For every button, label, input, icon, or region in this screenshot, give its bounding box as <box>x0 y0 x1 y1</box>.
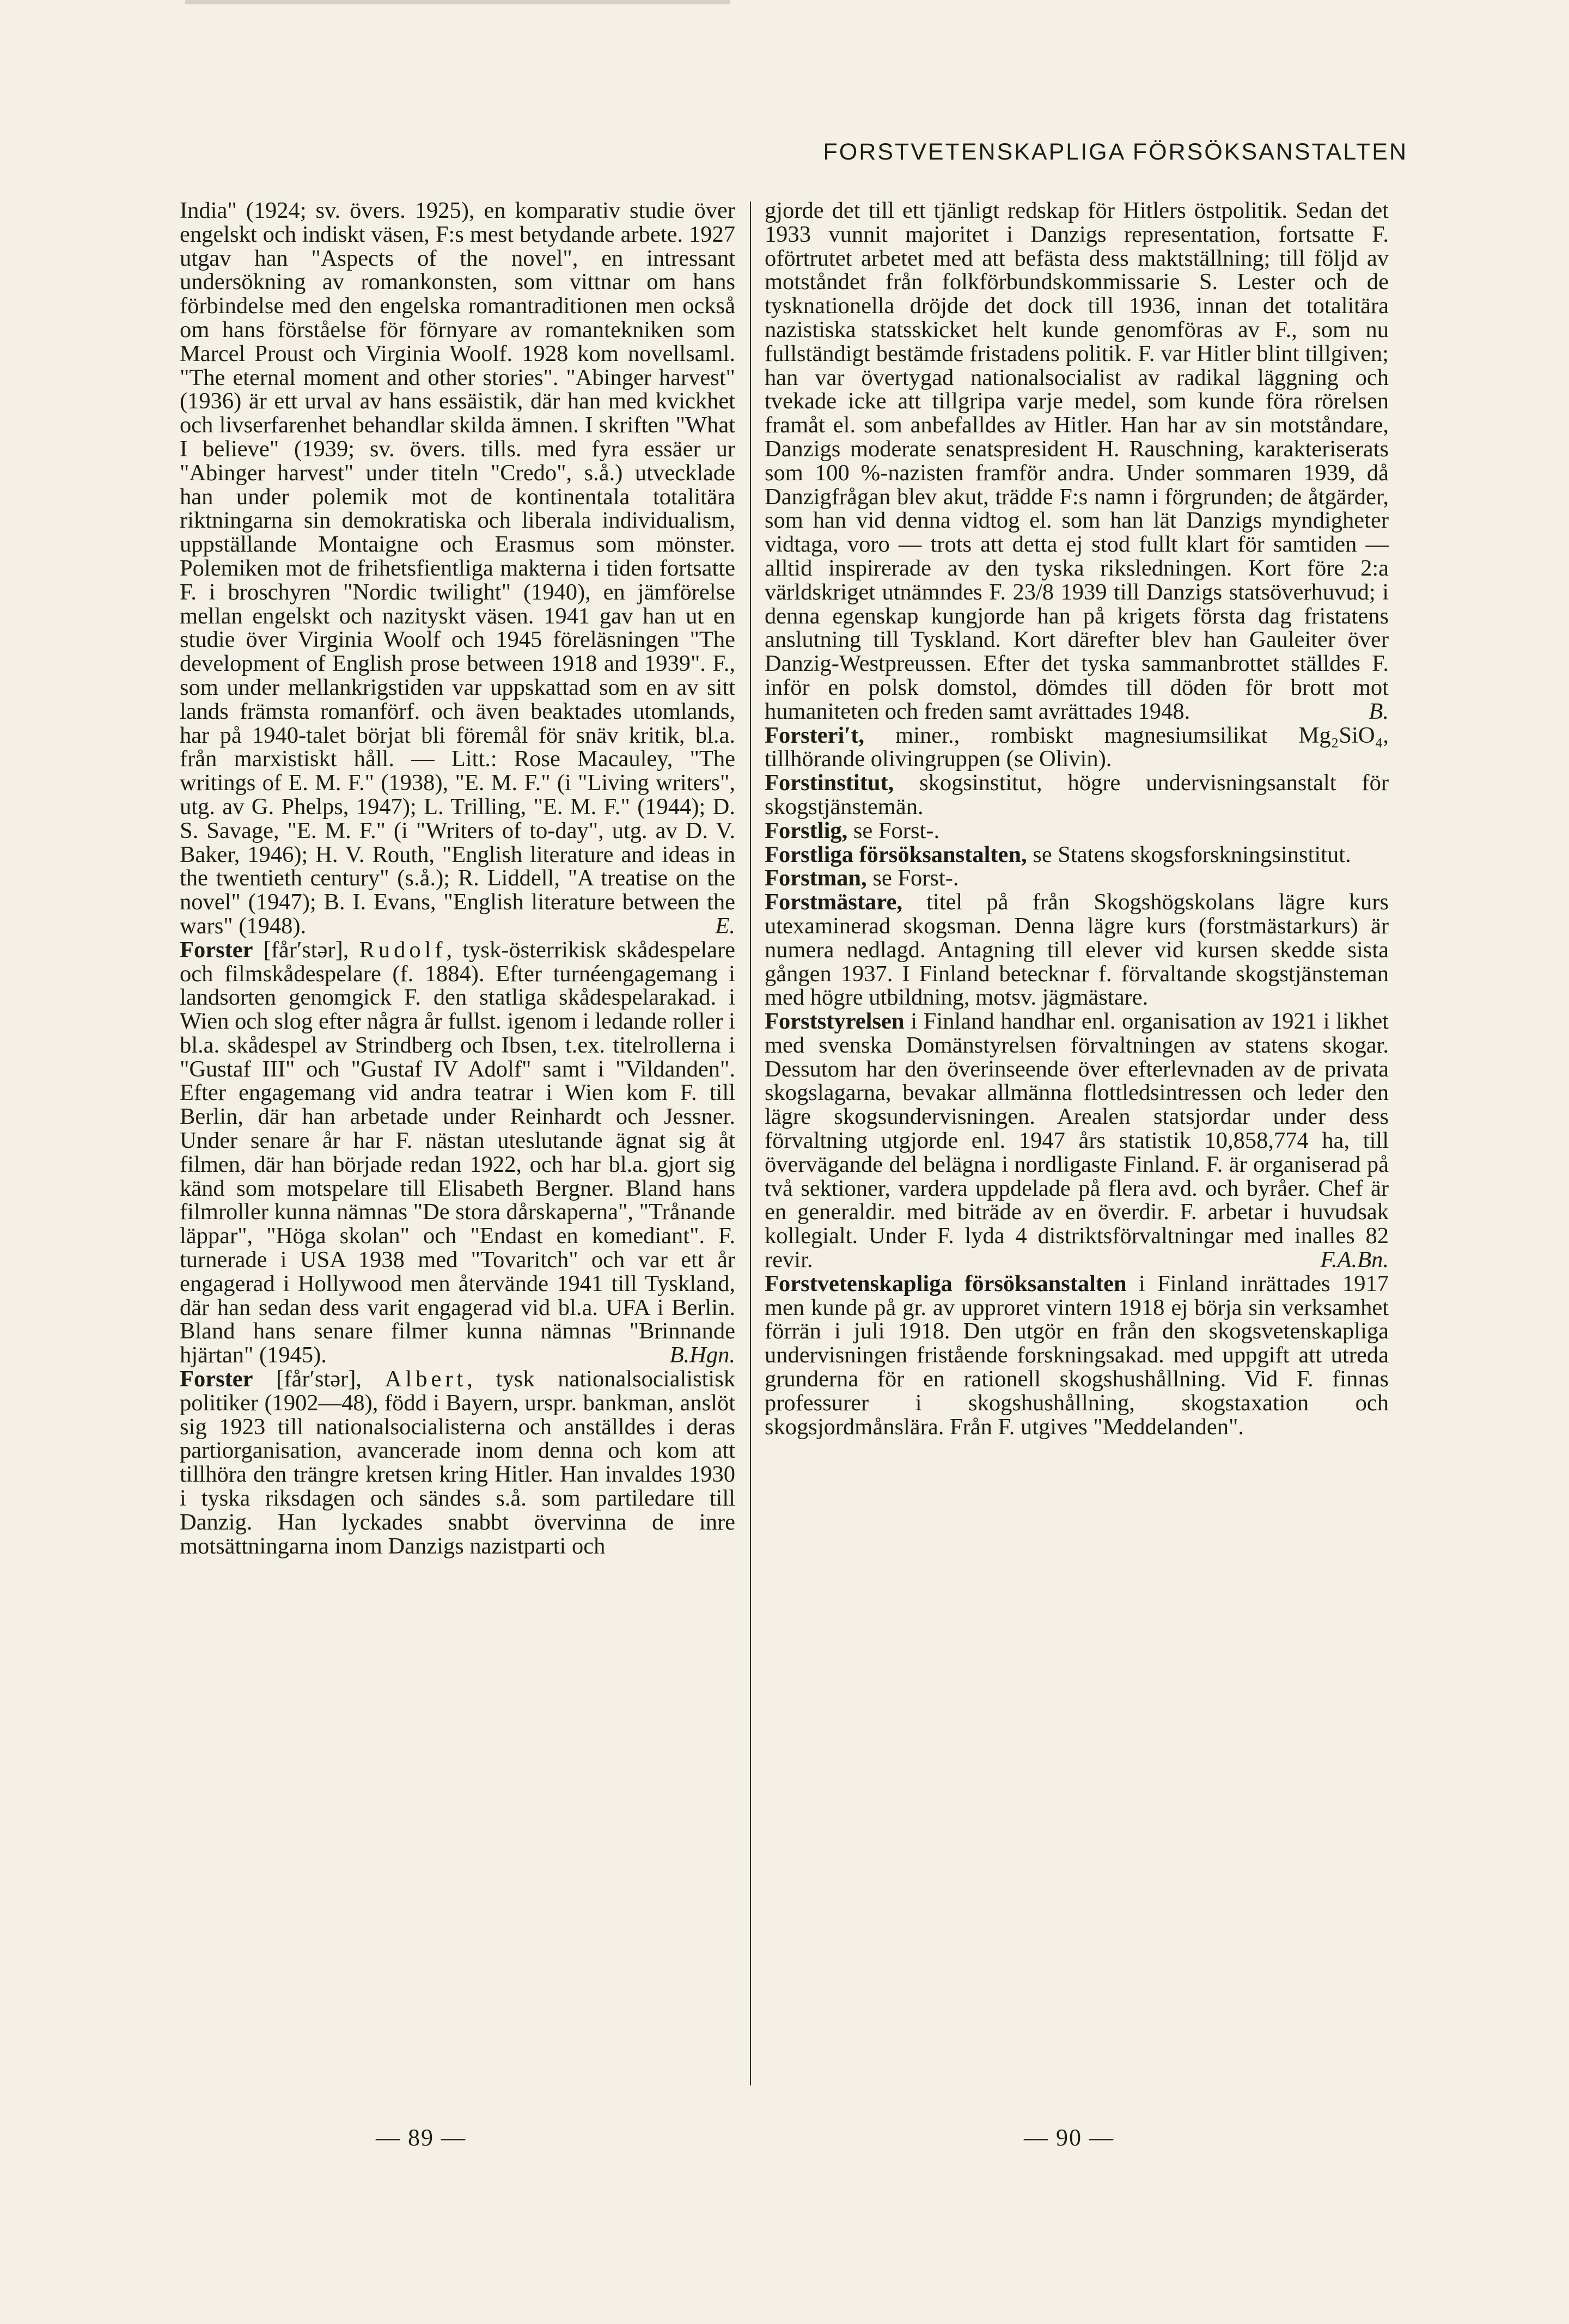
headword: Forsteri′t, <box>765 722 865 748</box>
entry-text: India" (1924; sv. övers. 1925), en komparativ studie över engelskt och indiskt väsen, F:s mest betydande arbete. 1927 utgav han "Aspects of the novel", en intressant undersökning av romankonsten, som vittnar om hans förbindelse med den engelska romantraditionen men också om hans förståelse för förnyare av romantekniken som Marcel Proust och Virginia Woolf. 1928 kom novellsaml. "The eternal moment and other stories". "Abinger harvest" (1936) är ett urval av hans essäistik, där han med kvickhet och livserfarenhet behandlar skilda ämnen. I skriften "What I believe" (1939; sv. övers. tills. med fyra essäer ur "Abinger harvest" under titeln "Credo", s.å.) utvecklade han under polemik mot de kontinentala totalitära riktningarna sin demokratiska och liberala individualism, uppställande Montaigne och Erasmus som mönster. Polemiken mot de frihetsfientliga makterna i tiden fortsatte F. i broschyren "Nordic twilight" (1940), en jämförelse mellan engelskt och nazityskt väsen. 1941 gav han ut en studie över Virginia Woolf och 1945 föreläsningen "The development of English prose between 1918 and 1939". F., som under mellankrigstiden var uppskattad som en av sitt lands främsta romanförf. och även beaktades utomlands, har på 1940-talet börjat bli föremål för snäv kritik, bl.a. från marxistiskt håll. — Litt.: Rose Macauley, "The writings of E. M. F." (1938), "E. M. F." (i "Living writers", utg. av G. Phelps, 1947); L. Trilling, "E. M. F." (1944); D. S. Savage, "E. M. F." (i "Writers of to-day", utg. av D. V. Baker, 1946); H. V. Routh, "English literature and ideas in the twentieth century" (s.å.); R. Liddell, "A treatise on the novel" (1947); B. I. Evans, "English literature between the wars" (1948). <box>180 198 735 939</box>
headword: Forststyrelsen <box>765 1008 905 1035</box>
entry-forststyrelsen <box>765 1010 1389 1272</box>
author-signature: F.A.Bn. <box>1320 1247 1389 1273</box>
left-column <box>180 199 735 1558</box>
right-column <box>765 199 1389 1439</box>
entry-text: i Finland inrättades 1917 men kunde på gr. av upproret vintern 1918 ej börja sin verksamhet förrän i juli 1918. Den utgör en från den skogsvetenskapliga undervisningen fristående forskningsakad. med uppgift att utreda grunderna för en rationell skogshushållning. Vid F. finnas professurer i skogshushållning, skogstaxation och skogsjordmånslära. Från F. utgives "Meddelanden". <box>765 1270 1389 1440</box>
entry-forstmastare <box>765 890 1389 1010</box>
entry-forster-rudolf <box>180 938 735 1367</box>
entry-text: se Forst-. <box>847 817 940 843</box>
headword: Forstlig, <box>765 817 848 843</box>
page-number-left: — 89 — <box>376 2124 466 2151</box>
running-head: FORSTVETENSKAPLIGA FÖRSÖKSANSTALTEN <box>823 139 1408 165</box>
headword: Forster <box>180 1366 253 1392</box>
author-signature: B. <box>1369 698 1389 724</box>
entry-text: skogsinstitut, högre undervisningsanstalt för skogstjänstemän. <box>765 770 1389 819</box>
entry-text: , tysk-österrikisk skådespelare och filmskådespelare (f. 1884). Efter turnéengagemang i landsorten genomgick F. den statliga skådespelarakad. i Wien och slog efter några år fullst. igenom i ledande roller i bl.a. skådespel av Strindberg och Ibsen, t.ex. titelrollerna i "Gustaf III" och "Gustaf IV Adolf" samt i "Vildanden". Efter engagemang vid andra teatrar i Wien kom F. till Berlin, där han arbetade under Reinhardt och Jessner. Under senare år har F. nästan uteslutande ägnat sig åt filmen, där han började redan 1922, och har bl.a. gjort sig känd som motspelare till Elisabeth Bergner. Bland hans filmroller kunna nämnas "De stora dårskaperna", "Trånande läppar", "Höga skolan" och "Endast en komediant". F. turnerade i USA 1938 med "Tovaritch" och var ett år engagerad i Hollywood men återvände 1941 till Tyskland, där han sedan dess varit engagerad vid bl.a. UFA i Berlin. Bland hans senare filmer kunna nämnas "Brinnande hjärtan" (1945). <box>180 937 736 1368</box>
entry-text: , tysk nationalsocialistisk politiker (1902—48), född i Bayern, urspr. bankman, anslöt sig 1923 till nationalsocialisterna och anställdes i deras partiorganisation, avancerade inom denna och kom att tillhöra den trängre kretsen kring Hitler. Han invaldes 1930 i tyska riksdagen och sändes s.å. som partiledare till Danzig. Han lyckades snabbt övervinna de inre motsättningarna inom Danzigs nazistparti och <box>180 1366 735 1559</box>
author-signature: B.Hgn. <box>669 1342 735 1368</box>
entry-text: se Forst-. <box>866 865 959 891</box>
given-name: Albert <box>384 1366 467 1392</box>
entry-forstman <box>765 866 1389 890</box>
given-name: Rudolf <box>359 937 447 963</box>
entry-text: miner., rombiskt magnesiumsilikat Mg₂SiO₄, tillhörande olivingruppen (se Olivin). <box>765 722 1389 772</box>
headword: Forstmästare, <box>765 889 902 915</box>
continued-entry <box>765 199 1389 724</box>
page-number-right: — 90 — <box>1024 2124 1114 2151</box>
headword: Forstvetenskapliga försöksanstalten <box>765 1270 1127 1296</box>
pronunciation: [får′stər], <box>253 1366 385 1392</box>
entry-forstliga-forsoksanstalten <box>765 843 1389 867</box>
entry-text: se Statens skogsforskningsinstitut. <box>1027 841 1351 867</box>
entry-text: i Finland handhar enl. organisation av 1921 i likhet med svenska Domänstyrelsen förvaltningen av statens skogar. Dessutom har den överinseende över efterlevnaden av de privata skogslagarna, bevakar allmänna flottledsintressen och leder den lägre skogsundervisningen. Arealen statsjordar under dess förvaltning utgjorde enl. 1947 års statistik 10,858,774 ha, till övervägande del belägna i nordligaste Finland. F. är organiserad på två sektioner, vardera uppdelade på flera avd. och byråer. Chef är en generaldir. med biträde av en överdir. F. arbetar i huvudsak kollegialt. Under F. lyda 4 distriktsförvaltningar med inalles 82 revir. <box>765 1008 1389 1273</box>
entry-forstlig <box>765 819 1389 843</box>
headword: Forster <box>180 937 253 963</box>
entry-text: titel på från Skogshögskolans lägre kurs utexaminerad skogsman. Denna lägre kurs (forstmästarkurs) är numera nedlagd. Antagning till elever vid kursen skedde sista gången 1937. I Finland betecknar f. förvaltande skogstjänsteman med högre utbildning, motsv. jägmästare. <box>765 889 1389 1011</box>
headword: Forstinstitut, <box>765 770 894 796</box>
author-signature: E. <box>715 913 735 939</box>
entry-forster-albert <box>180 1367 735 1558</box>
entry-text: gjorde det till ett tjänligt redskap för Hitlers östpolitik. Sedan det 1933 vunnit majoritet i Danzigs representation, fortsatte F. oförtrutet arbetet med att befästa dess maktställning; till följd av motståndet från folkförbundskommissarie S. Lester och de tysknationella dröjde det dock till 1936, innan det totalitära nazistiska statsskicket helt kunde genomföras av F., som nu fullständigt bestämde fristadens politik. F. var Hitler blint tillgiven; han var övertygad nationalsocialist av radikal läggning och tvekade icke att tillgripa varje medel, som kunde föra rörelsen framåt el. som anbefalldes av Hitler. Han har av sin motståndare, Danzigs moderate senatspresident H. Rauschning, karakteriserats som 100 %-nazisten framför andra. Under sommaren 1939, då Danzigfrågan blev akut, trädde F:s namn i förgrunden; de åtgärder, som han vid denna vidtog el. som han lät Danzigs myndigheter vidtaga, voro — trots att detta ej stod fullt klart för samtiden — alltid inspirerade av den tyska riksledningen. Kort före 2:a världskriget utnämndes F. 23/8 1939 till Danzigs statsöverhuvud; i denna egenskap kungjorde han på krigets första dag fristatens anslutning till Tyskland. Kort därefter blev han Gauleiter över Danzig-Westpreussen. Efter det tyska sammanbrottet ställdes F. inför en polsk domstol, dömdes till döden för brott mot humaniteten och freden samt avrättades 1948. <box>765 198 1389 724</box>
top-edge-strip <box>185 0 730 4</box>
continued-entry <box>180 199 735 938</box>
column-divider <box>750 201 751 2086</box>
entry-forstvetenskapliga-forsoksanstalten <box>765 1272 1389 1439</box>
headword: Forstman, <box>765 865 867 891</box>
headword: Forstliga försöksanstalten, <box>765 841 1027 867</box>
entry-forsterit <box>765 724 1389 772</box>
pronunciation: [får′stər], <box>253 937 359 963</box>
entry-forstinstitut <box>765 771 1389 819</box>
